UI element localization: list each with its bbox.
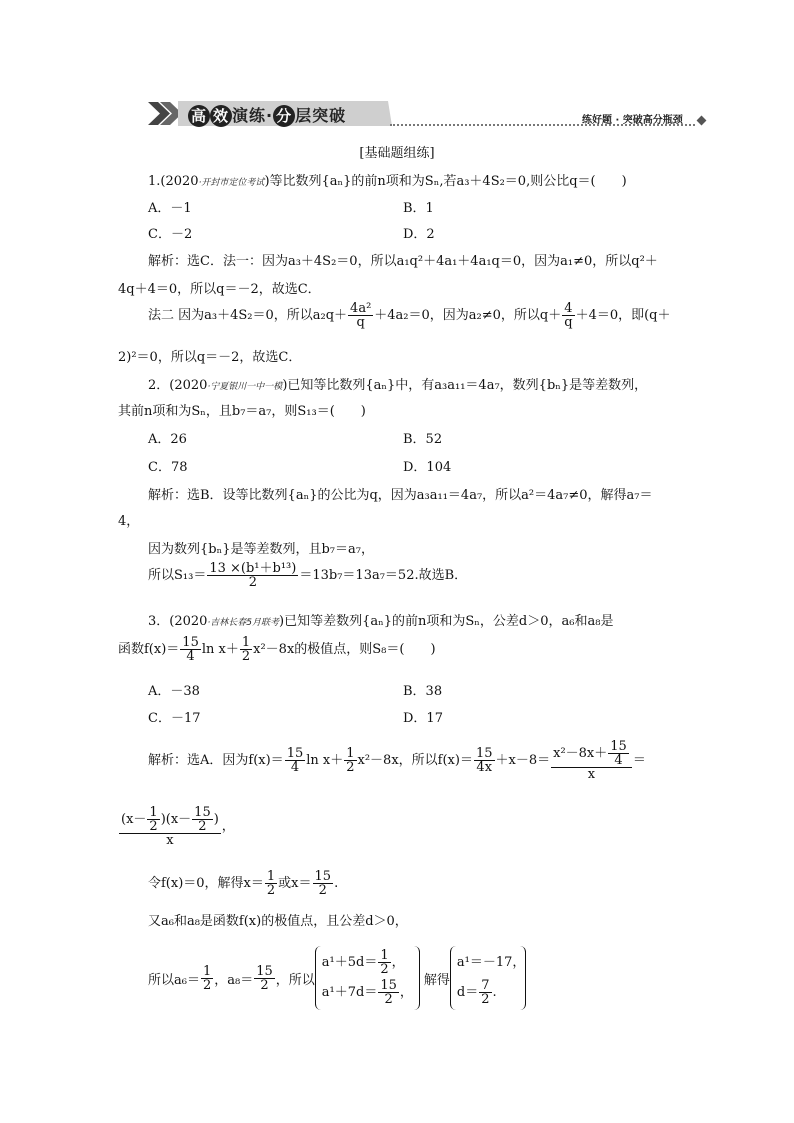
q3-source: ·吉林长春5月联考 bbox=[207, 618, 280, 628]
denominator: 2 bbox=[202, 977, 212, 993]
numerator: 15 bbox=[256, 963, 273, 979]
q2-stem bbox=[148, 374, 647, 393]
q3-sol1-part-d: ＋x－8＝ bbox=[495, 753, 551, 768]
q1-stem bbox=[148, 170, 627, 189]
denominator: 4 bbox=[290, 760, 300, 775]
fraction bbox=[285, 747, 306, 774]
q3-sol3-part-a: 令f(x)＝0，解得x＝ bbox=[148, 876, 264, 891]
numerator: 4a² bbox=[350, 301, 372, 316]
q3-stem bbox=[148, 610, 613, 629]
big-numerator bbox=[551, 740, 632, 768]
numerator: 15 bbox=[380, 978, 397, 993]
denominator: 2 bbox=[346, 760, 355, 775]
q3-sol1-part-e: ＝ bbox=[632, 753, 646, 768]
q2-source: ·宁夏银川一中一模 bbox=[207, 382, 283, 392]
row-text: a¹＋5d＝ bbox=[321, 955, 378, 970]
q1-option-a: A．－1 bbox=[148, 201, 192, 216]
fraction bbox=[348, 302, 373, 329]
equation-system-2 bbox=[450, 946, 526, 1010]
numerator: 15 bbox=[610, 739, 627, 754]
q3-sol1-part-b: ln x＋ bbox=[306, 753, 344, 768]
q3-sol1-part-c: x²－8x，所以f(x)＝ bbox=[357, 753, 473, 768]
q3-stem-line-2 bbox=[118, 636, 436, 663]
fraction bbox=[474, 747, 495, 774]
denominator: 2 bbox=[384, 992, 393, 1007]
denominator: 2 bbox=[260, 977, 269, 993]
fraction bbox=[180, 636, 201, 663]
denominator: 2 bbox=[241, 649, 251, 664]
q3-stem2-part-c: x²－8x的极值点，则S₈＝( ) bbox=[253, 642, 436, 657]
banner-char-1: 高 bbox=[188, 105, 210, 127]
q2-solution-line-3: 因为数列{bₙ}是等差数列，且b₇＝a₇， bbox=[148, 542, 374, 557]
product-part-b: )(x－ bbox=[160, 812, 192, 827]
system-2-row-1: a¹＝－17， bbox=[456, 955, 526, 970]
q3-stem2-part-b: ln x＋ bbox=[201, 642, 239, 657]
numerator: 13 ×(b¹＋b¹³) bbox=[209, 561, 297, 576]
numerator: 1 bbox=[202, 963, 212, 979]
fraction bbox=[201, 965, 213, 992]
denominator: 4 bbox=[614, 753, 623, 768]
denominator: 2 bbox=[198, 819, 207, 834]
q3-sol5-part-d: 解得 bbox=[423, 972, 450, 988]
denominator: 2 bbox=[149, 819, 158, 834]
q1-solution-line-4: 2)²＝0，所以q＝－2，故选C． bbox=[118, 350, 302, 365]
numerator: 15 bbox=[286, 746, 304, 761]
q1-solution-line-3 bbox=[148, 302, 671, 329]
product-numerator bbox=[119, 806, 221, 834]
fraction bbox=[254, 965, 275, 992]
q3-solution-line-5 bbox=[148, 942, 526, 1014]
q2-stem-text: )已知等比数列{aₙ}中，有a₃a₁₁＝4a₇，数列{bₙ}是等差数列， bbox=[282, 378, 648, 393]
q3-sol2-tail: ， bbox=[221, 819, 235, 834]
row-text: a¹＋7d＝ bbox=[321, 985, 378, 1000]
diamond-icon bbox=[697, 116, 707, 126]
q3-solution-line-3 bbox=[148, 870, 338, 897]
q1-stem-text: )等比数列{aₙ}的前n项和为Sₙ,若a₃＋4S₂＝0,则公比q＝( ) bbox=[264, 174, 627, 189]
product-part-a: (x－ bbox=[121, 812, 147, 827]
q1-source: ·开封市定位考试 bbox=[198, 178, 265, 188]
row-tail: ， bbox=[399, 985, 413, 1000]
q1-option-d: D．2 bbox=[403, 227, 435, 242]
q3-sol5-part-b: ，a₈＝ bbox=[214, 972, 254, 988]
big-numerator-text: x²－8x＋ bbox=[553, 746, 608, 761]
numerator: 1 bbox=[346, 746, 355, 761]
fraction bbox=[378, 949, 390, 976]
numerator: 15 bbox=[314, 869, 332, 884]
numerator: 15 bbox=[182, 635, 199, 650]
q3-option-a: A．－38 bbox=[148, 684, 200, 699]
numerator: 1 bbox=[241, 635, 251, 650]
banner-title bbox=[188, 103, 346, 127]
q3-solution-line-2 bbox=[118, 806, 235, 847]
q1-number: 1.(2020 bbox=[148, 174, 199, 189]
q2-option-c: C．78 bbox=[148, 460, 188, 475]
q2-stem-line-2: 其前n项和为Sₙ，且b₇＝a₇，则S₁₃＝( ) bbox=[118, 404, 366, 419]
system-1-row-2 bbox=[322, 978, 413, 1008]
q1-sol3-part-b: ＋4a₂＝0，因为a₂≠0，所以q＋ bbox=[374, 308, 562, 323]
q1-solution-line-1: 解析：选C．法一：因为a₃＋4S₂＝0，所以a₁q²＋4a₁＋4a₁q＝0，因为a₁≠0，所以q²＋ bbox=[148, 254, 658, 269]
denominator: 2 bbox=[481, 992, 490, 1007]
row-text: d＝ bbox=[456, 985, 479, 1000]
fraction bbox=[192, 806, 213, 833]
fraction bbox=[608, 740, 629, 767]
numerator: 15 bbox=[475, 746, 493, 761]
header-tagline: 练好题 · 突破高分瓶颈 bbox=[582, 115, 683, 126]
q1-sol3-part-a: 法二 因为a₃＋4S₂＝0，所以a₂q＋ bbox=[148, 308, 348, 323]
fraction bbox=[147, 806, 159, 833]
q2-option-a: A．26 bbox=[148, 432, 187, 447]
q3-option-b: B．38 bbox=[403, 684, 443, 699]
q2-number: 2．(2020 bbox=[148, 378, 208, 393]
q3-stem2-part-a: 函数f(x)＝ bbox=[118, 642, 180, 657]
fraction bbox=[313, 870, 334, 897]
system-2-row-2 bbox=[457, 978, 519, 1008]
denominator: 2 bbox=[318, 883, 327, 898]
q3-number: 3．(2020 bbox=[148, 614, 208, 629]
fraction bbox=[562, 302, 574, 329]
denominator: 2 bbox=[248, 575, 257, 590]
numerator: 1 bbox=[266, 869, 276, 884]
equation-system-1 bbox=[315, 946, 420, 1010]
row-tail: . bbox=[492, 985, 497, 1000]
numerator: 1 bbox=[380, 948, 389, 963]
q3-option-c: C．－17 bbox=[148, 711, 201, 726]
q2-option-d: D．104 bbox=[403, 460, 452, 475]
denominator: q bbox=[356, 315, 365, 330]
q3-sol3-part-c: . bbox=[334, 876, 339, 891]
banner-char-5: 分 bbox=[273, 105, 295, 127]
section-banner bbox=[148, 100, 393, 127]
q2-sol4-part-a: 所以S₁₃＝ bbox=[148, 568, 207, 583]
product-denominator: x bbox=[166, 833, 174, 848]
fraction bbox=[265, 870, 277, 897]
q1-option-b: B．1 bbox=[403, 201, 434, 216]
fraction bbox=[207, 562, 298, 589]
product-fraction bbox=[119, 806, 221, 847]
numerator: 1 bbox=[149, 805, 158, 820]
system-1-row-1 bbox=[322, 948, 413, 978]
banner-char-4: · bbox=[266, 106, 274, 125]
q1-solution-line-2: 4q＋4＝0，所以q＝－2，故选C． bbox=[118, 282, 321, 297]
q1-option-c: C．－2 bbox=[148, 227, 193, 242]
q2-sol4-part-b: ＝13b₇＝13a₇＝52.故选B． bbox=[299, 568, 468, 583]
row-tail: ， bbox=[391, 955, 405, 970]
q3-option-d: D．17 bbox=[403, 711, 443, 726]
q2-option-b: B．52 bbox=[403, 432, 443, 447]
denominator: 4x bbox=[476, 760, 493, 775]
banner-char-2: 效 bbox=[210, 105, 232, 127]
q2-solution-line-4 bbox=[148, 562, 467, 589]
q2-solution-line-2: 4， bbox=[118, 514, 140, 529]
banner-char-6: 层突破 bbox=[295, 106, 347, 125]
q3-sol5-part-c: ，所以 bbox=[275, 972, 315, 988]
denominator: 2 bbox=[266, 883, 276, 898]
product-part-c: ) bbox=[213, 812, 219, 827]
fraction bbox=[240, 636, 252, 663]
denominator: 2 bbox=[380, 962, 389, 977]
big-denominator: x bbox=[587, 767, 596, 782]
numerator: 7 bbox=[481, 978, 490, 993]
banner-char-3: 演练 bbox=[232, 106, 267, 125]
q3-sol3-part-b: 或x＝ bbox=[278, 876, 312, 891]
q1-sol3-part-c: ＋4＝0，即(q＋ bbox=[575, 308, 671, 323]
denominator: q bbox=[564, 315, 573, 330]
q3-sol1-part-a: 解析：选A．因为f(x)＝ bbox=[148, 753, 284, 768]
fraction bbox=[344, 747, 356, 774]
numerator: 4 bbox=[562, 302, 574, 316]
q3-sol5-part-a: 所以a₆＝ bbox=[148, 972, 200, 988]
q3-solution-line-1 bbox=[148, 740, 646, 781]
fraction bbox=[479, 979, 491, 1006]
fraction bbox=[378, 979, 399, 1006]
q3-solution-line-4: 又a₆和a₈是函数f(x)的极值点，且公差d＞0， bbox=[148, 914, 408, 929]
big-fraction bbox=[551, 740, 632, 781]
denominator: 4 bbox=[186, 649, 195, 664]
q3-stem-text: )已知等差数列{aₙ}的前n项和为Sₙ，公差d＞0，a₆和a₈是 bbox=[279, 614, 614, 629]
numerator: 15 bbox=[194, 805, 211, 820]
q2-solution-line-1: 解析：选B．设等比数列{aₙ}的公比为q，因为a₃a₁₁＝4a₇，所以a²＝4a₇≠0，解得a₇＝ bbox=[148, 488, 653, 503]
section-title: [基础题组练] bbox=[359, 146, 435, 161]
